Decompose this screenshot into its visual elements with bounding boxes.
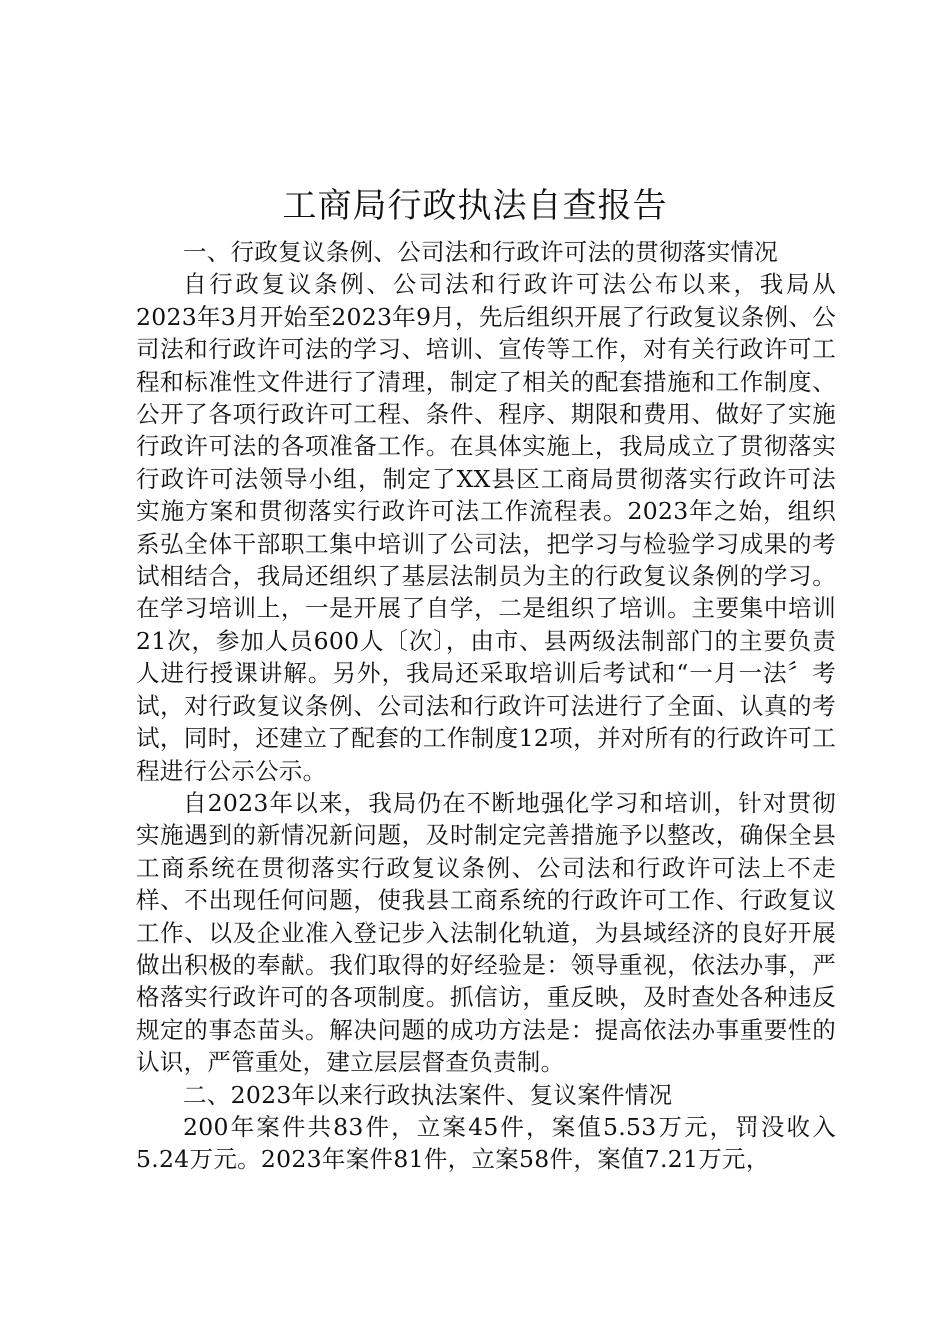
- document-body: [136, 236, 836, 1176]
- paragraph: 自行政复议条例、公司法和行政许可法公布以来，我局从2023年3月开始至2023年9月，先后组织开展了行政复议条例、公司法和行政许可法的学习、培训、宣传等工作，对有关行政许可工程和标准性文件进行了清理，制定了相关的配套措施和工作制度、公开了各项行政许可工程、条件、程序、期限和费用、做好了实施行政许可法的各项准备工作。在具体实施上，我局成立了贯彻落实行政许可法领导小组，制定了XX县区工商局贯彻落实行政许可法实施方案和贯彻落实行政许可法工作流程表。2023年之始，组织系弘全体干部职工集中培训了公司法，把学习与检验学习成果的考试相结合，我局还组织了基层法制员为主的行政复议条例的学习。在学习培训上，一是开展了自学，二是组织了培训。主要集中培训21次，参加人员600人〔次〕，由市、县两级法制部门的主要负责人进行授课讲解。另外，我局还采取培训后考试和“一月一法〞考试，对行政复议条例、公司法和行政许可法进行了全面、认真的考试，同时，还建立了配套的工作制度12项，并对所有的行政许可工程进行公示公示。: [136, 270, 836, 785]
- section-heading-2: 二、2023年以来行政执法案件、复议案件情况: [183, 1080, 673, 1109]
- paragraph: 自2023年以来，我局仍在不断地强化学习和培训，针对贯彻实施遇到的新情况新问题，及时制定完善措施予以整改，确保全县工商系统在贯彻落实行政复议条例、公司法和行政许可法上不走样、不出现任何问题，使我县工商系统的行政许可工作、行政复议工作、以及企业准入登记步入法制化轨道，为县域经济的良好开展做出积极的奉献。我们取得的好经验是：领导重视，依法办事，严格落实行政许可的各项制度。抓信访，重反映，及时查处各种违反规定的事态苗头。解决问题的成功方法是：提高依法办事重要性的认识，严管重处，建立层层督查负责制。: [136, 788, 836, 1077]
- paragraph: 200年案件共83件，立案45件，案值5.53万元，罚没收入5.24万元。2023年案件81件，立案58件，案值7.21万元，: [136, 1112, 836, 1174]
- section-heading-1: 一、行政复议条例、公司法和行政许可法的贯彻落实情况: [183, 238, 778, 266]
- document-title: 工商局行政执法自查报告: [282, 186, 668, 226]
